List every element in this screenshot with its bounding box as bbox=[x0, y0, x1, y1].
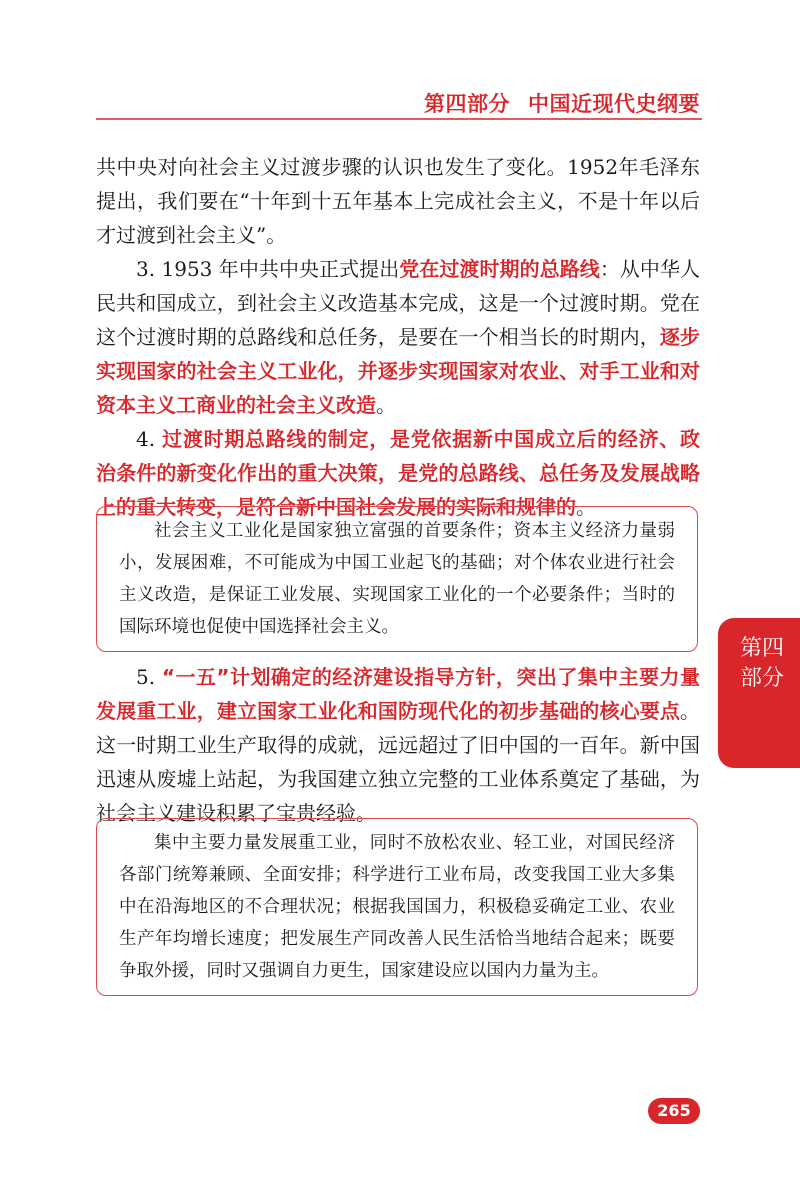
paragraph-3-text: 。 bbox=[576, 495, 596, 519]
section-tab bbox=[718, 618, 800, 768]
header-title: 中国近现代史纲要 bbox=[528, 92, 700, 116]
paragraph-1: 共中央对向社会主义过渡步骤的认识也发生了变化。1952年毛泽东提出，我们要在“十年到十五年基本上完成社会主义，不是十年以后才过渡到社会主义”。 bbox=[96, 155, 700, 247]
note-box-2 bbox=[96, 818, 698, 996]
paragraph-4-text: 5. bbox=[136, 665, 162, 689]
paragraph-2-text: ：从中华人民共和国成立，到社会主义改造基本完成，这是一个过渡时期。党在这个过渡时期的总路线和总任务，是要在一个相当长的时期内， bbox=[96, 257, 701, 349]
paragraph-4-text: 。这一时期工业生产取得的成就，远远超过了旧中国的一百年。新中国迅速从废墟上站起，为我国建立独立完整的工业体系奠定了基础，为社会主义建设积累了宝贵经验。 bbox=[96, 699, 700, 825]
paragraph-4 bbox=[96, 660, 700, 830]
note-box-2-text: 集中主要力量发展重工业，同时不放松农业、轻工业，对国民经济各部门统筹兼顾、全面安排；科学进行工业布局，改变我国工业大多集中在沿海地区的不合理状况；根据我国国力，积极稳妥确定工业、农业生产年均增长速度；把发展生产同改善人民生活恰当地结合起来；既要争取外援，同时又强调自力更生，国家建设应以国内力量为主。 bbox=[119, 833, 675, 981]
paragraph-3-text: 4. bbox=[136, 427, 163, 451]
note-box-1 bbox=[96, 506, 698, 652]
text-block-1 bbox=[96, 150, 700, 524]
note-box-1-text: 社会主义工业化是国家独立富强的首要条件；资本主义经济力量弱小，发展困难，不可能成为中国工业起飞的基础；对个体农业进行社会主义改造，是保证工业发展、实现国家工业化的一个必要条件；当时的国际环境也促使中国选择社会主义。 bbox=[119, 521, 675, 637]
page-number: 265 bbox=[648, 1098, 700, 1124]
highlight-major-decision: 过渡时期总路线的制定，是党依据新中国成立后的经济、政治条件的新变化作出的重大决策，是党的总路线、总任务及发展战略上的重大转变，是符合新中国社会发展的实际和规律的 bbox=[96, 427, 700, 519]
paragraph-2-text: 。 bbox=[376, 393, 396, 417]
highlight-five-year-plan: “一五”计划确定的经济建设指导方针，突出了集中主要力量发展重工业，建立国家工业化和国防现代化的初步基础的核心要点 bbox=[96, 665, 700, 723]
header-part: 第四部分 bbox=[424, 92, 510, 116]
paragraph-2 bbox=[96, 252, 700, 422]
section-tab-label: 第四部分 bbox=[739, 636, 784, 691]
text-block-2 bbox=[96, 660, 700, 830]
header-rule bbox=[96, 118, 702, 120]
highlight-general-line: 党在过渡时期的总路线 bbox=[399, 257, 600, 281]
highlight-socialist-transformation: 逐步实现国家的社会主义工业化，并逐步实现国家对农业、对手工业和对资本主义工商业的社会主义改造 bbox=[96, 325, 701, 417]
running-header bbox=[424, 88, 700, 118]
paragraph-2-text: 3. 1953 年中共中央正式提出 bbox=[136, 257, 400, 281]
